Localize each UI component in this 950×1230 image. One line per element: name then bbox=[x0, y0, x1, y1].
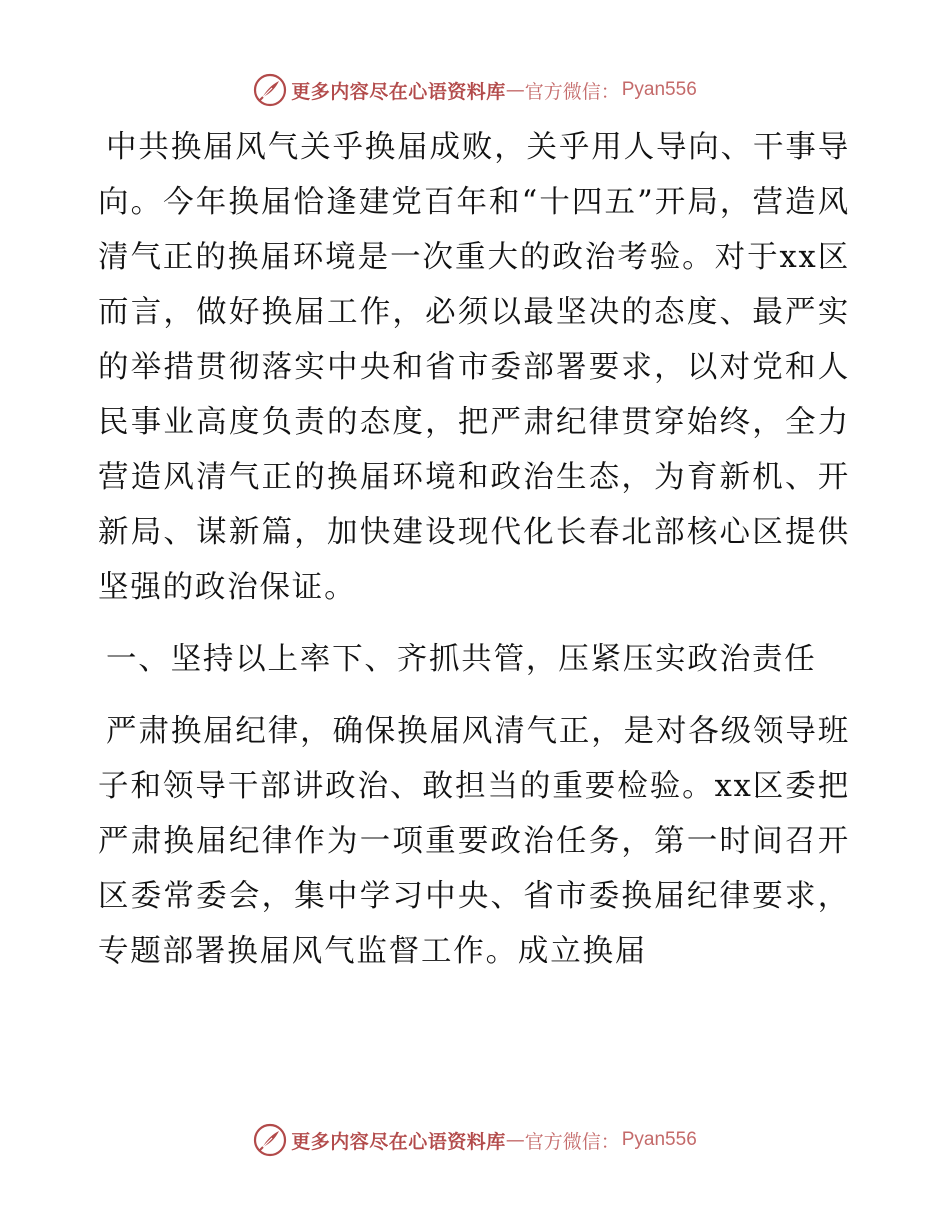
watermark-main-text: 更多内容尽在心语资料库 bbox=[291, 80, 506, 103]
watermark-main-text: 更多内容尽在心语资料库 bbox=[291, 1130, 506, 1153]
document-body bbox=[98, 120, 850, 979]
section-heading: 一、坚持以上率下、齐抓共管，压紧压实政治责任 bbox=[106, 642, 817, 677]
watermark-separator: — bbox=[505, 79, 525, 101]
watermark-wechat-id: Pyan556 bbox=[621, 1129, 697, 1150]
footer-watermark bbox=[0, 1120, 950, 1160]
intro-paragraph: 中共换届风气关乎换届成败，关乎用人导向、干事导向。今年换届恰逢建党百年和“十四五”开局，营造风清气正的换届环境是一次重大的政治考验。对于xx区而言，做好换届工作，必须以最坚决的态度、最严实的举措贯彻落实中央和省市委部署要求，以对党和人民事业高度负责的态度，把严肃纪律贯穿始终，全力营造风清气正的换届环境和政治生态，为育新机、开新局、谋新篇，加快建设现代化长春北部核心区提供坚强的政治保证。 bbox=[98, 130, 850, 605]
feather-pen-logo-icon bbox=[253, 73, 287, 107]
header-watermark bbox=[0, 70, 950, 110]
feather-pen-logo-icon bbox=[253, 1123, 287, 1157]
watermark-wechat-id: Pyan556 bbox=[621, 79, 697, 100]
section-paragraph: 严肃换届纪律，确保换届风清气正，是对各级领导班子和领导干部讲政治、敢担当的重要检验。xx区委把严肃换届纪律作为一项重要政治任务，第一时间召开区委常委会，集中学习中央、省市委换届纪律要求，专题部署换届风气监督工作。成立换届 bbox=[98, 714, 850, 969]
watermark-separator: — bbox=[505, 1129, 525, 1151]
watermark-wechat-label: 官方微信： bbox=[524, 80, 620, 103]
watermark-wechat-label: 官方微信： bbox=[524, 1130, 620, 1153]
